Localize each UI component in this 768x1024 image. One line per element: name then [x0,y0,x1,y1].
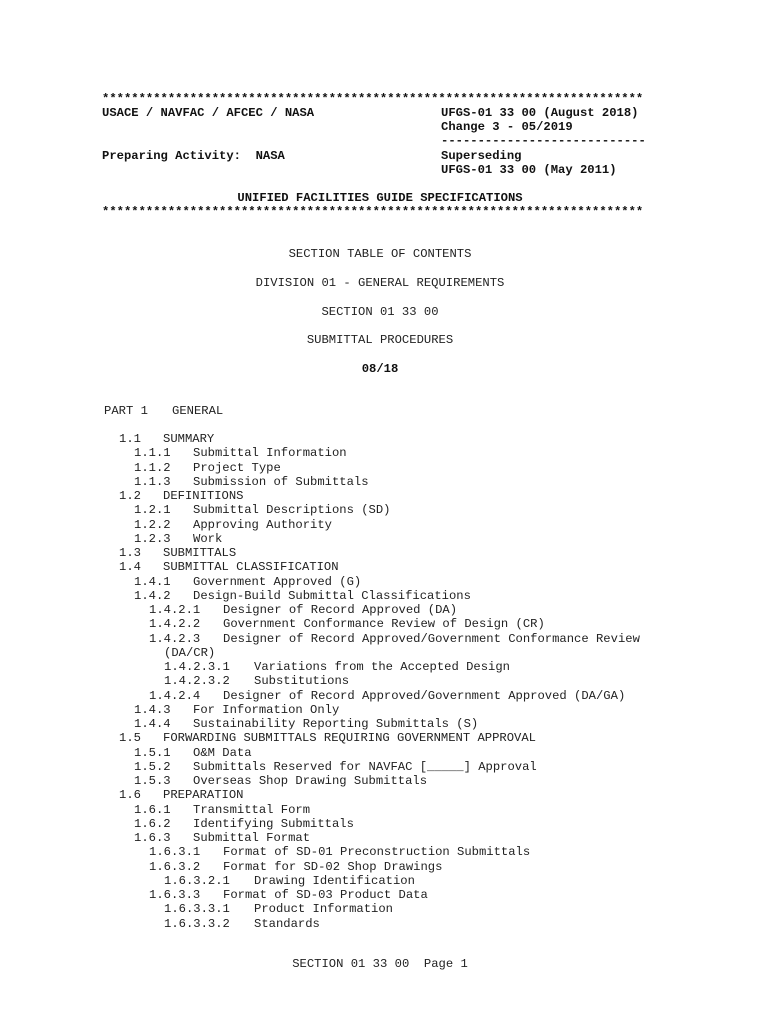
toc-entry-number: 1.5 [119,731,141,746]
toc-entry-number: 1.5.1 [134,745,171,760]
toc-entry-number: 1.2.3 [134,531,171,546]
toc-entry-title: Government Conformance Review of Design (CR) [223,617,545,632]
header-agencies: USACE / NAVFAC / AFCEC / NASA [102,106,315,120]
toc-entry-number: 1.4.2.3 [149,631,201,646]
toc-entry-number: 1.4.3 [134,702,171,717]
toc-entry-number: 1.4.4 [134,717,171,731]
toc-entry-title: Format for SD-02 Shop Drawings [223,859,443,874]
toc-heading: SECTION TABLE OF CONTENTS [288,247,472,261]
toc-entry-title: PREPARATION [163,788,244,803]
toc-entry-number: 1.6.1 [134,802,171,817]
header-superseded-spec: UFGS-01 33 00 (May 2011) [441,163,617,177]
toc-entry-title: Design-Build Submittal Classifications [193,588,471,603]
header-change: Change 3 - 05/2019 [441,120,573,134]
toc-entry-number: 1.6.3.3 [149,888,201,902]
header-preparing-activity: Preparing Activity: NASA [102,149,285,163]
toc-entry-title: Government Approved (G) [193,574,362,589]
header-stars-bottom: ************************************************************************** [102,205,644,219]
toc-entry-number: 1.4.2.2 [149,617,201,632]
toc-entry-title: Substitutions [254,674,350,689]
toc-entry-number: 1.6.3 [134,831,171,845]
toc-entry-title: Submittals Reserved for NAVFAC [_____] Approval [193,759,537,774]
toc-entry-number: 1.5.3 [134,774,171,788]
toc-entry-title: SUBMITTALS [163,546,237,560]
toc-entry-number: 1.2.1 [134,503,171,518]
division-title: DIVISION 01 - GENERAL REQUIREMENTS [255,276,505,290]
toc-entry-title: Sustainability Reporting Submittals (S) [193,717,479,731]
toc-entry-number: 1.6 [119,788,141,803]
toc-entry-title: For Information Only [193,702,340,717]
toc-entry-number: 1.4.2.3.1 [164,660,230,674]
toc-entry-title: Work [193,531,223,546]
toc-entry-title: Identifying Submittals [193,816,354,831]
toc-entry-title: Standards [254,916,320,931]
toc-entry-number: 1.5.2 [134,759,171,774]
toc-entry-title: Project Type [193,460,281,475]
toc-entry-number: 1.1.3 [134,474,171,489]
toc-entry-title-continuation: (DA/CR) [164,645,216,660]
section-number: SECTION 01 33 00 [321,305,439,319]
toc-entry-title: SUMMARY [163,432,215,446]
toc-entry-title: SUBMITTAL CLASSIFICATION [163,560,339,575]
toc-entry-title: Submittal Information [193,446,347,461]
toc-entry-number: 1.6.3.1 [149,845,201,860]
toc-entry-number: 1.4.2.1 [149,603,201,617]
section-name: SUBMITTAL PROCEDURES [306,333,454,347]
toc-entry-title: Drawing Identification [254,873,415,888]
toc-entry-number: 1.4.2 [134,588,171,603]
toc-entry-number: 1.6.3.3.1 [164,902,230,917]
header-superseding: Superseding [441,149,522,163]
part-number: PART 1 [104,404,148,418]
header-ufgs-number: UFGS-01 33 00 (August 2018) [441,106,639,120]
toc-entry-title: Format of SD-03 Product Data [223,888,428,902]
toc-entry-number: 1.3 [119,546,141,560]
header-dashes: ---------------------------- [441,134,646,148]
toc-entry-title: Approving Authority [193,517,332,532]
toc-entry-number: 1.2 [119,489,141,503]
toc-entry-title: Designer of Record Approved/Government Conformance Review [223,631,640,646]
toc-entry-number: 1.4 [119,560,141,575]
section-date: 08/18 [361,362,399,376]
toc-entry-number: 1.6.2 [134,816,171,831]
toc-entry-title: Submission of Submittals [193,474,369,489]
toc-entry-number: 1.1.2 [134,460,171,475]
toc-entry-title: Submittal Descriptions (SD) [193,503,391,518]
toc-entry-title: Transmittal Form [193,802,311,817]
header-stars-top: ************************************************************************** [102,92,644,106]
toc-entry-title: Designer of Record Approved/Government Approved (DA/GA) [223,688,626,703]
toc-entry-number: 1.2.2 [134,517,171,532]
toc-entry-number: 1.4.2.4 [149,688,201,703]
toc-entry-number: 1.4.2.3.2 [164,674,230,689]
toc-entry-title: Overseas Shop Drawing Submittals [193,774,428,788]
toc-entry-title: Format of SD-01 Preconstruction Submittals [223,845,531,860]
page-footer: SECTION 01 33 00 Page 1 [292,957,468,971]
toc-entry-number: 1.1.1 [134,446,171,461]
toc-entry-number: 1.1 [119,432,141,446]
toc-entry-title: Variations from the Accepted Design [254,660,510,674]
toc-entry-title: Product Information [254,902,393,917]
toc-entry-number: 1.6.3.2 [149,859,201,874]
part-title: GENERAL [172,404,224,418]
toc-entry-number: 1.6.3.3.2 [164,916,230,931]
toc-entry-number: 1.6.3.2.1 [164,873,230,888]
toc-entry-title: Designer of Record Approved (DA) [223,603,458,617]
toc-entry-title: O&M Data [193,745,252,760]
toc-entry-title: DEFINITIONS [163,489,244,503]
toc-entry-title: FORWARDING SUBMITTALS REQUIRING GOVERNMENT APPROVAL [163,731,536,746]
header-guide-title: UNIFIED FACILITIES GUIDE SPECIFICATIONS [237,191,523,205]
toc-entry-title: Submittal Format [193,831,311,845]
toc-entry-number: 1.4.1 [134,574,171,589]
